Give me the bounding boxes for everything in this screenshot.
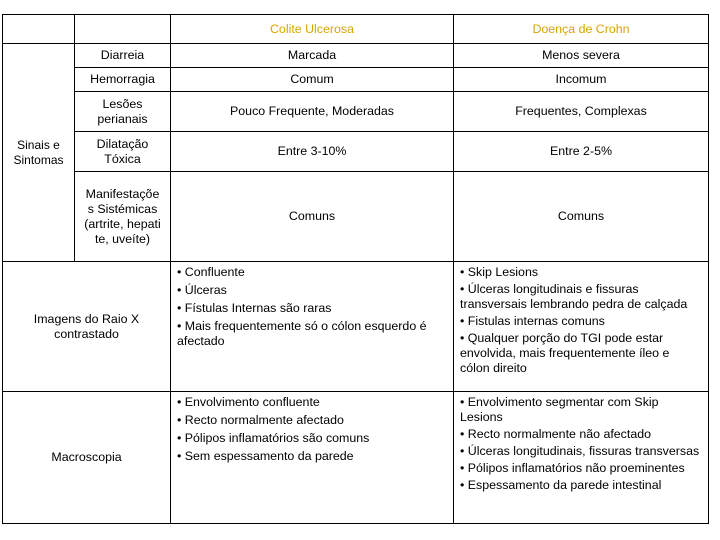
list-item: • Envolvimento confluente: [177, 395, 320, 409]
header-empty-1: [3, 15, 75, 44]
cell-cd: Frequentes, Complexas: [454, 92, 709, 132]
row-dilatacao-toxica: [3, 132, 709, 172]
row-label-raio-x: Imagens do Raio X contrastado: [3, 262, 171, 392]
group-sinais-sintomas: Sinais e Sintomas: [3, 44, 75, 262]
cell-cd: Incomum: [454, 68, 709, 92]
list-item: • Úlceras: [177, 283, 227, 297]
row-label: Lesões perianais: [75, 92, 171, 132]
list-item: • Recto normalmente não afectado: [460, 427, 651, 441]
list-item: • Skip Lesions: [460, 265, 539, 279]
list-item: • Pólipos inflamatórios não proeminentes: [460, 461, 685, 475]
cell-cd-raio-x: [454, 262, 709, 392]
cell-uc: Comum: [171, 68, 454, 92]
cell-cd: Entre 2-5%: [454, 132, 709, 172]
cell-cd-macroscopia: [454, 392, 709, 524]
header-colite-ulcerosa: Colite Ulcerosa: [171, 15, 454, 44]
row-diarreia: [3, 44, 709, 68]
cell-uc-raio-x: [171, 262, 454, 392]
list-item: • Úlceras longitudinais e fissuras transversais lembrando pedra de calçada: [460, 282, 688, 311]
row-label: Diarreia: [75, 44, 171, 68]
list-item: • Mais frequentemente só o cólon esquerdo é afectado: [177, 319, 427, 348]
row-label: Dilatação Tóxica: [75, 132, 171, 172]
row-label: Manifestações Sistémicas (artrite, hepatite, uveíte): [75, 172, 171, 262]
list-item: • Qualquer porção do TGI pode estar envolvida, mais frequentemente íleo e cólon direito: [460, 331, 670, 375]
row-label: Hemorragia: [75, 68, 171, 92]
row-macroscopia: [3, 392, 709, 524]
row-manifestacoes: [3, 172, 709, 262]
list-item: • Pólipos inflamatórios são comuns: [177, 431, 370, 445]
list-item: • Úlceras longitudinais, fissuras transversas: [460, 444, 700, 458]
cell-uc: Comuns: [171, 172, 454, 262]
list-item: • Envolvimento segmentar com Skip Lesions: [460, 395, 659, 424]
comparison-table: [2, 14, 709, 524]
header-row: [3, 15, 709, 44]
cell-uc-macroscopia: [171, 392, 454, 524]
header-doenca-crohn: Doença de Crohn: [454, 15, 709, 44]
header-empty-2: [75, 15, 171, 44]
list-item: • Fistulas internas comuns: [460, 314, 605, 328]
list-item: • Sem espessamento da parede: [177, 449, 354, 463]
row-hemorragia: [3, 68, 709, 92]
list-item: • Fístulas Internas são raras: [177, 301, 332, 315]
row-lesoes-perianais: [3, 92, 709, 132]
list-item: • Confluente: [177, 265, 245, 279]
list-item: • Espessamento da parede intestinal: [460, 478, 662, 492]
cell-cd: Menos severa: [454, 44, 709, 68]
cell-cd: Comuns: [454, 172, 709, 262]
row-label-macroscopia: Macroscopia: [3, 392, 171, 524]
cell-uc: Marcada: [171, 44, 454, 68]
list-item: • Recto normalmente afectado: [177, 413, 344, 427]
cell-uc: Entre 3-10%: [171, 132, 454, 172]
cell-uc: Pouco Frequente, Moderadas: [171, 92, 454, 132]
row-raio-x: [3, 262, 709, 392]
